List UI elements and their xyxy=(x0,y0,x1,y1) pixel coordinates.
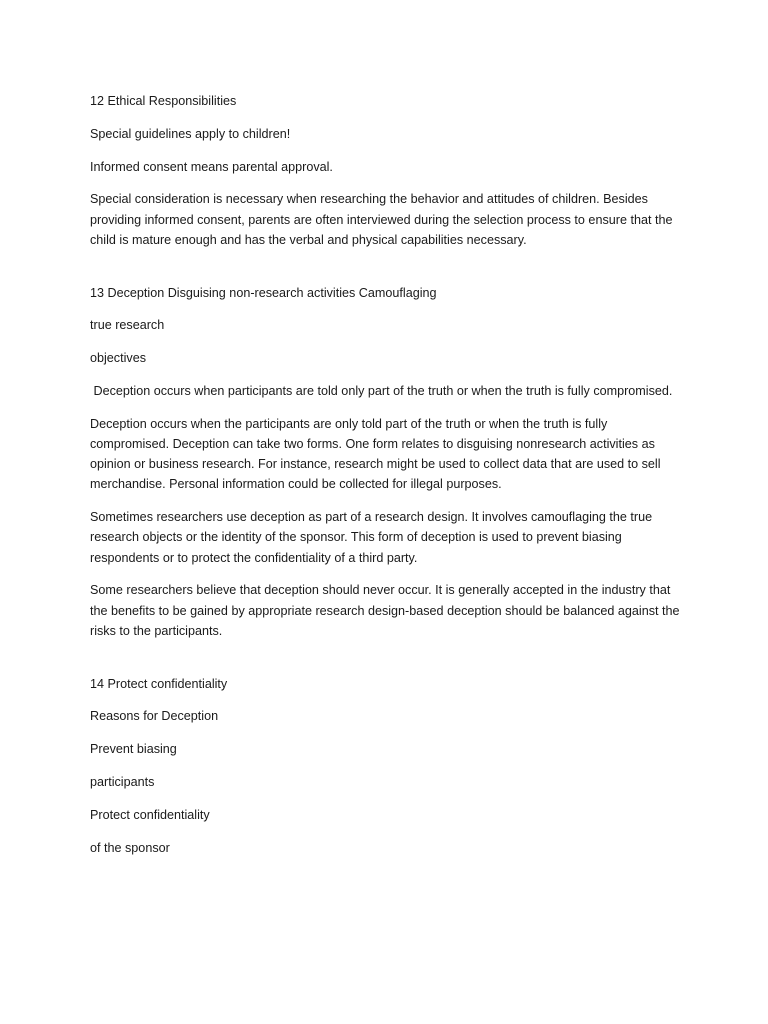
section-spacer xyxy=(90,263,682,283)
section-14-heading: 14 Protect confidentiality xyxy=(90,676,228,691)
section-13-paragraph: true research xyxy=(90,318,165,333)
section-13-heading: 13 Deception Disguising non-research activities Camouflaging xyxy=(90,285,437,300)
section-13-paragraph: Deception occurs when participants are told only part of the truth or when the truth is fully compromised. xyxy=(90,383,673,398)
section-12-paragraph: Informed consent means parental approval. xyxy=(90,159,333,174)
section-spacer xyxy=(90,654,682,674)
section-14-paragraph: Prevent biasing xyxy=(90,742,177,757)
section-12-paragraph: Special consideration is necessary when researching the behavior and attitudes of children. Besides providing informed consent, parents are often interviewed during the selection process to ensure that the child is mature enough and has the verbal and physical capabilities necessary. xyxy=(90,192,676,247)
document-page xyxy=(90,91,682,870)
section-14-paragraph: participants xyxy=(90,774,155,789)
section-13-paragraph: Sometimes researchers use deception as part of a research design. It involves camouflaging the true research objects or the identity of the sponsor. This form of deception is used to prevent biasing respondents or to protect the confidentiality of a third party. xyxy=(90,510,656,565)
section-14-paragraph: Protect confidentiality xyxy=(90,807,210,822)
section-13-paragraph: Some researchers believe that deception should never occur. It is generally accepted in the industry that the benefits to be gained by appropriate research design-based deception should be balanced against the risks to the participants. xyxy=(90,583,684,638)
section-12-heading: 12 Ethical Responsibilities xyxy=(90,94,237,108)
section-14-paragraph: of the sponsor xyxy=(90,840,170,855)
section-14-paragraph: Reasons for Deception xyxy=(90,709,219,724)
section-13-paragraph: objectives xyxy=(90,351,147,366)
section-12-paragraph: Special guidelines apply to children! xyxy=(90,126,291,141)
section-13-paragraph: Deception occurs when the participants are only told part of the truth or when the truth is fully compromised. Deception can take two forms. One form relates to disguising nonresearch activities as opinion or business research. For instance, research might be used to collect data that are used to sell merchandise. Personal information could be collected for illegal purposes. xyxy=(90,416,665,492)
